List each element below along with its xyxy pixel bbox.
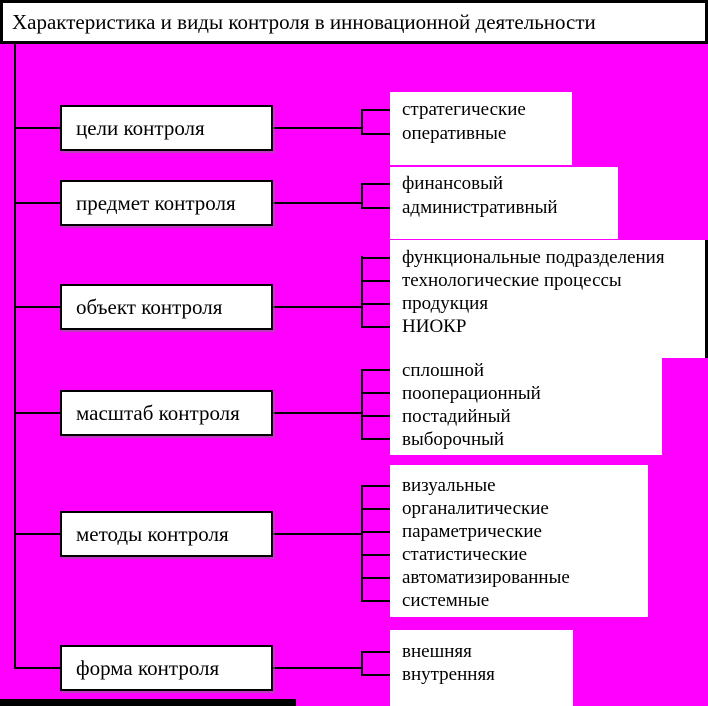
category-label: предмет контроля — [76, 190, 236, 215]
list-item: выборочный — [402, 429, 505, 450]
items-box-scale — [390, 358, 662, 455]
list-item: внешняя — [402, 641, 472, 662]
category-label: масштаб контроля — [76, 400, 240, 425]
list-item: сплошной — [402, 360, 485, 381]
category-box-goals — [60, 105, 273, 151]
category-label: форма контроля — [76, 655, 220, 680]
items-box-goals — [390, 92, 572, 165]
category-box-subject — [60, 180, 273, 226]
items-box-form — [390, 630, 573, 706]
list-item: внутренняя — [402, 664, 495, 685]
list-item: НИОКР — [402, 316, 467, 337]
list-item: визуальные — [402, 475, 496, 496]
bottom-border-strip — [0, 699, 296, 706]
list-item: финансовый — [402, 173, 504, 194]
category-box-object — [60, 284, 273, 330]
items-box-object — [390, 240, 708, 358]
category-box-methods — [60, 511, 273, 557]
list-item: автоматизированные — [402, 567, 570, 588]
items-box-methods — [390, 465, 648, 617]
list-item: статистические — [402, 544, 528, 565]
category-box-form — [60, 645, 273, 691]
list-item: органалитические — [402, 498, 549, 519]
category-label: методы контроля — [76, 521, 229, 546]
list-item: пооперационный — [402, 383, 541, 404]
list-item: продукция — [402, 293, 489, 314]
list-item: постадийный — [402, 406, 511, 427]
list-item: параметрические — [402, 521, 542, 542]
list-item: оперативные — [402, 123, 507, 144]
list-item: технологические процессы — [402, 270, 622, 291]
category-label: цели контроля — [76, 115, 205, 140]
list-item: функциональные подразделения — [402, 247, 665, 268]
page-title: Характеристика и виды контроля в инновационной деятельности — [12, 9, 596, 34]
list-item: административный — [402, 197, 558, 218]
list-item: стратегические — [402, 99, 526, 120]
category-label: объект контроля — [76, 294, 223, 319]
category-box-scale — [60, 390, 273, 436]
items-box-subject — [390, 167, 618, 239]
list-item: системные — [402, 590, 490, 611]
